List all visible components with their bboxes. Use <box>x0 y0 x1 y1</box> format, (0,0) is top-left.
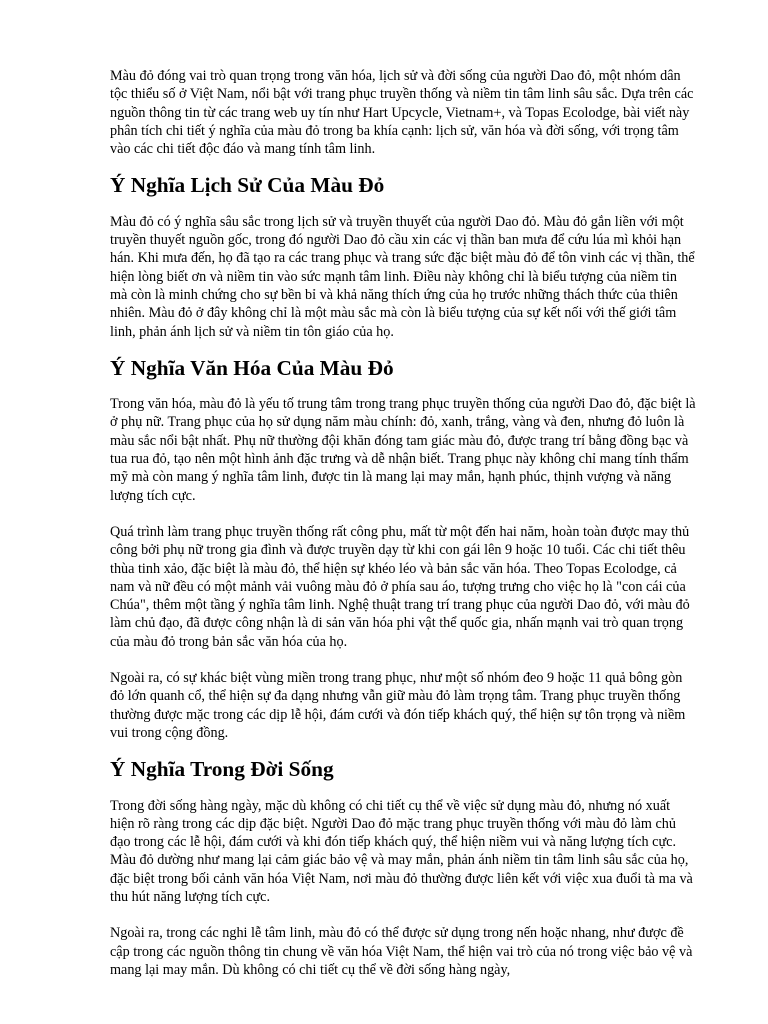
culture-paragraph-2: Quá trình làm trang phục truyền thống rất công phu, mất từ một đến hai năm, hoàn toàn được may thủ công bởi phụ nữ trong gia đình và được truyền dạy từ khi con gái lên 9 hoặc 10 tuổi. Các chi tiết thêu thùa tinh xảo, đặc biệt là màu đỏ, thể hiện sự khéo léo và bản sắc văn hóa. Theo Topas Ecolodge, cả nam và nữ đều có một mảnh vải vuông màu đỏ ở phía sau áo, tượng trưng cho việc họ là "con cái của Chúa", thêm một tầng ý nghĩa tâm linh. Nghệ thuật trang trí trang phục của người Dao đỏ, với màu đỏ làm chủ đạo, đã được công nhận là di sản văn hóa phi vật thể quốc gia, nhấn mạnh vai trò quan trọng của màu đỏ trong bản sắc văn hóa của họ. <box>110 523 690 650</box>
culture-paragraph-3: Ngoài ra, có sự khác biệt vùng miền trong trang phục, như một số nhóm đeo 9 hoặc 11 quả bông gòn đỏ lớn quanh cổ, thể hiện sự đa dạng nhưng vẫn giữ màu đỏ làm trọng tâm. Trang phục truyền thống thường được mặc trong các dịp lễ hội, đám cưới và đón tiếp khách quý, thể hiện sự tôn trọng và niềm vui trong cộng đồng. <box>110 670 686 741</box>
intro-paragraph: Màu đỏ đóng vai trò quan trọng trong văn hóa, lịch sử và đời sống của người Dao đỏ, một nhóm dân tộc thiểu số ở Việt Nam, nổi bật với trang phục truyền thống và niềm tin tâm linh sâu sắc. Dựa trên các nguồn thông tin từ các trang web uy tín như Hart Upcycle, Vietnam+, và Topas Ecolodge, bài viết này phân tích chi tiết ý nghĩa của màu đỏ trong ba khía cạnh: lịch sử, văn hóa và đời sống, với trọng tâm vào các chi tiết độc đáo và mang tính tâm linh. <box>110 68 694 158</box>
history-paragraph: Màu đỏ có ý nghĩa sâu sắc trong lịch sử và truyền thuyết của người Dao đỏ. Màu đỏ gắn liền với một truyền thuyết nguồn gốc, trong đó người Dao đỏ cầu xin các vị thần ban mưa để cứu lúa mì khỏi hạn hán. Khi mưa đến, họ đã tạo ra các trang phục và trang sức đặc biệt màu đỏ để tôn vinh các vị thần, thể hiện lòng biết ơn và niềm tin vào sức mạnh tâm linh. Điều này không chỉ là biểu tượng của niềm tin mà còn là minh chứng cho sự bền bỉ và khả năng thích ứng của họ trước những thách thức của thiên nhiên. Màu đỏ ở đây không chỉ là một màu sắc mà còn là biểu tượng của sự kết nối với thế giới tâm linh, phản ánh lịch sử và niềm tin tôn giáo của họ. <box>110 213 695 340</box>
document-page <box>110 67 696 997</box>
section-heading-history: Ý Nghĩa Lịch Sử Của Màu Đỏ <box>110 173 385 198</box>
daily-life-paragraph-2: Ngoài ra, trong các nghi lễ tâm linh, màu đỏ có thể được sử dụng trong nến hoặc nhang, như được đề cập trong các nguồn thông tin chung về văn hóa Việt Nam, thể hiện vai trò của nó trong việc bảo vệ và mang lại may mắn. Dù không có chi tiết cụ thể về đời sống hàng ngày, <box>110 925 693 978</box>
section-heading-daily-life: Ý Nghĩa Trong Đời Sống <box>110 757 334 782</box>
daily-life-paragraph-1: Trong đời sống hàng ngày, mặc dù không có chi tiết cụ thể về việc sử dụng màu đỏ, nhưng nó xuất hiện rõ ràng trong các dịp đặc biệt. Người Dao đỏ mặc trang phục truyền thống với màu đỏ làm chủ đạo trong các lễ hội, đám cưới và khi đón tiếp khách quý, thể hiện niềm vui và năng lượng tích cực. Màu đỏ dường như mang lại cảm giác bảo vệ và may mắn, phản ánh niềm tin tâm linh sâu sắc của họ, đặc biệt trong bối cảnh văn hóa Việt Nam, nơi màu đỏ thường được liên kết với việc xua đuổi tà ma và thu hút năng lượng tích cực. <box>110 797 693 905</box>
culture-paragraph-1: Trong văn hóa, màu đỏ là yếu tố trung tâm trong trang phục truyền thống của người Dao đỏ, đặc biệt là ở phụ nữ. Trang phục của họ sử dụng năm màu chính: đỏ, xanh, trắng, vàng và đen, nhưng đỏ luôn là màu sắc nổi bật nhất. Phụ nữ thường đội khăn đóng tam giác màu đỏ, được trang trí bằng đồng bạc và tua rua đỏ, tạo nên một hình ảnh đặc trưng và dễ nhận biết. Trang phục này không chỉ mang tính thẩm mỹ mà còn mang ý nghĩa tâm linh, được tin là mang lại may mắn, hạnh phúc, thịnh vượng và năng lượng tích cực. <box>110 396 696 504</box>
section-heading-culture: Ý Nghĩa Văn Hóa Của Màu Đỏ <box>110 355 394 380</box>
